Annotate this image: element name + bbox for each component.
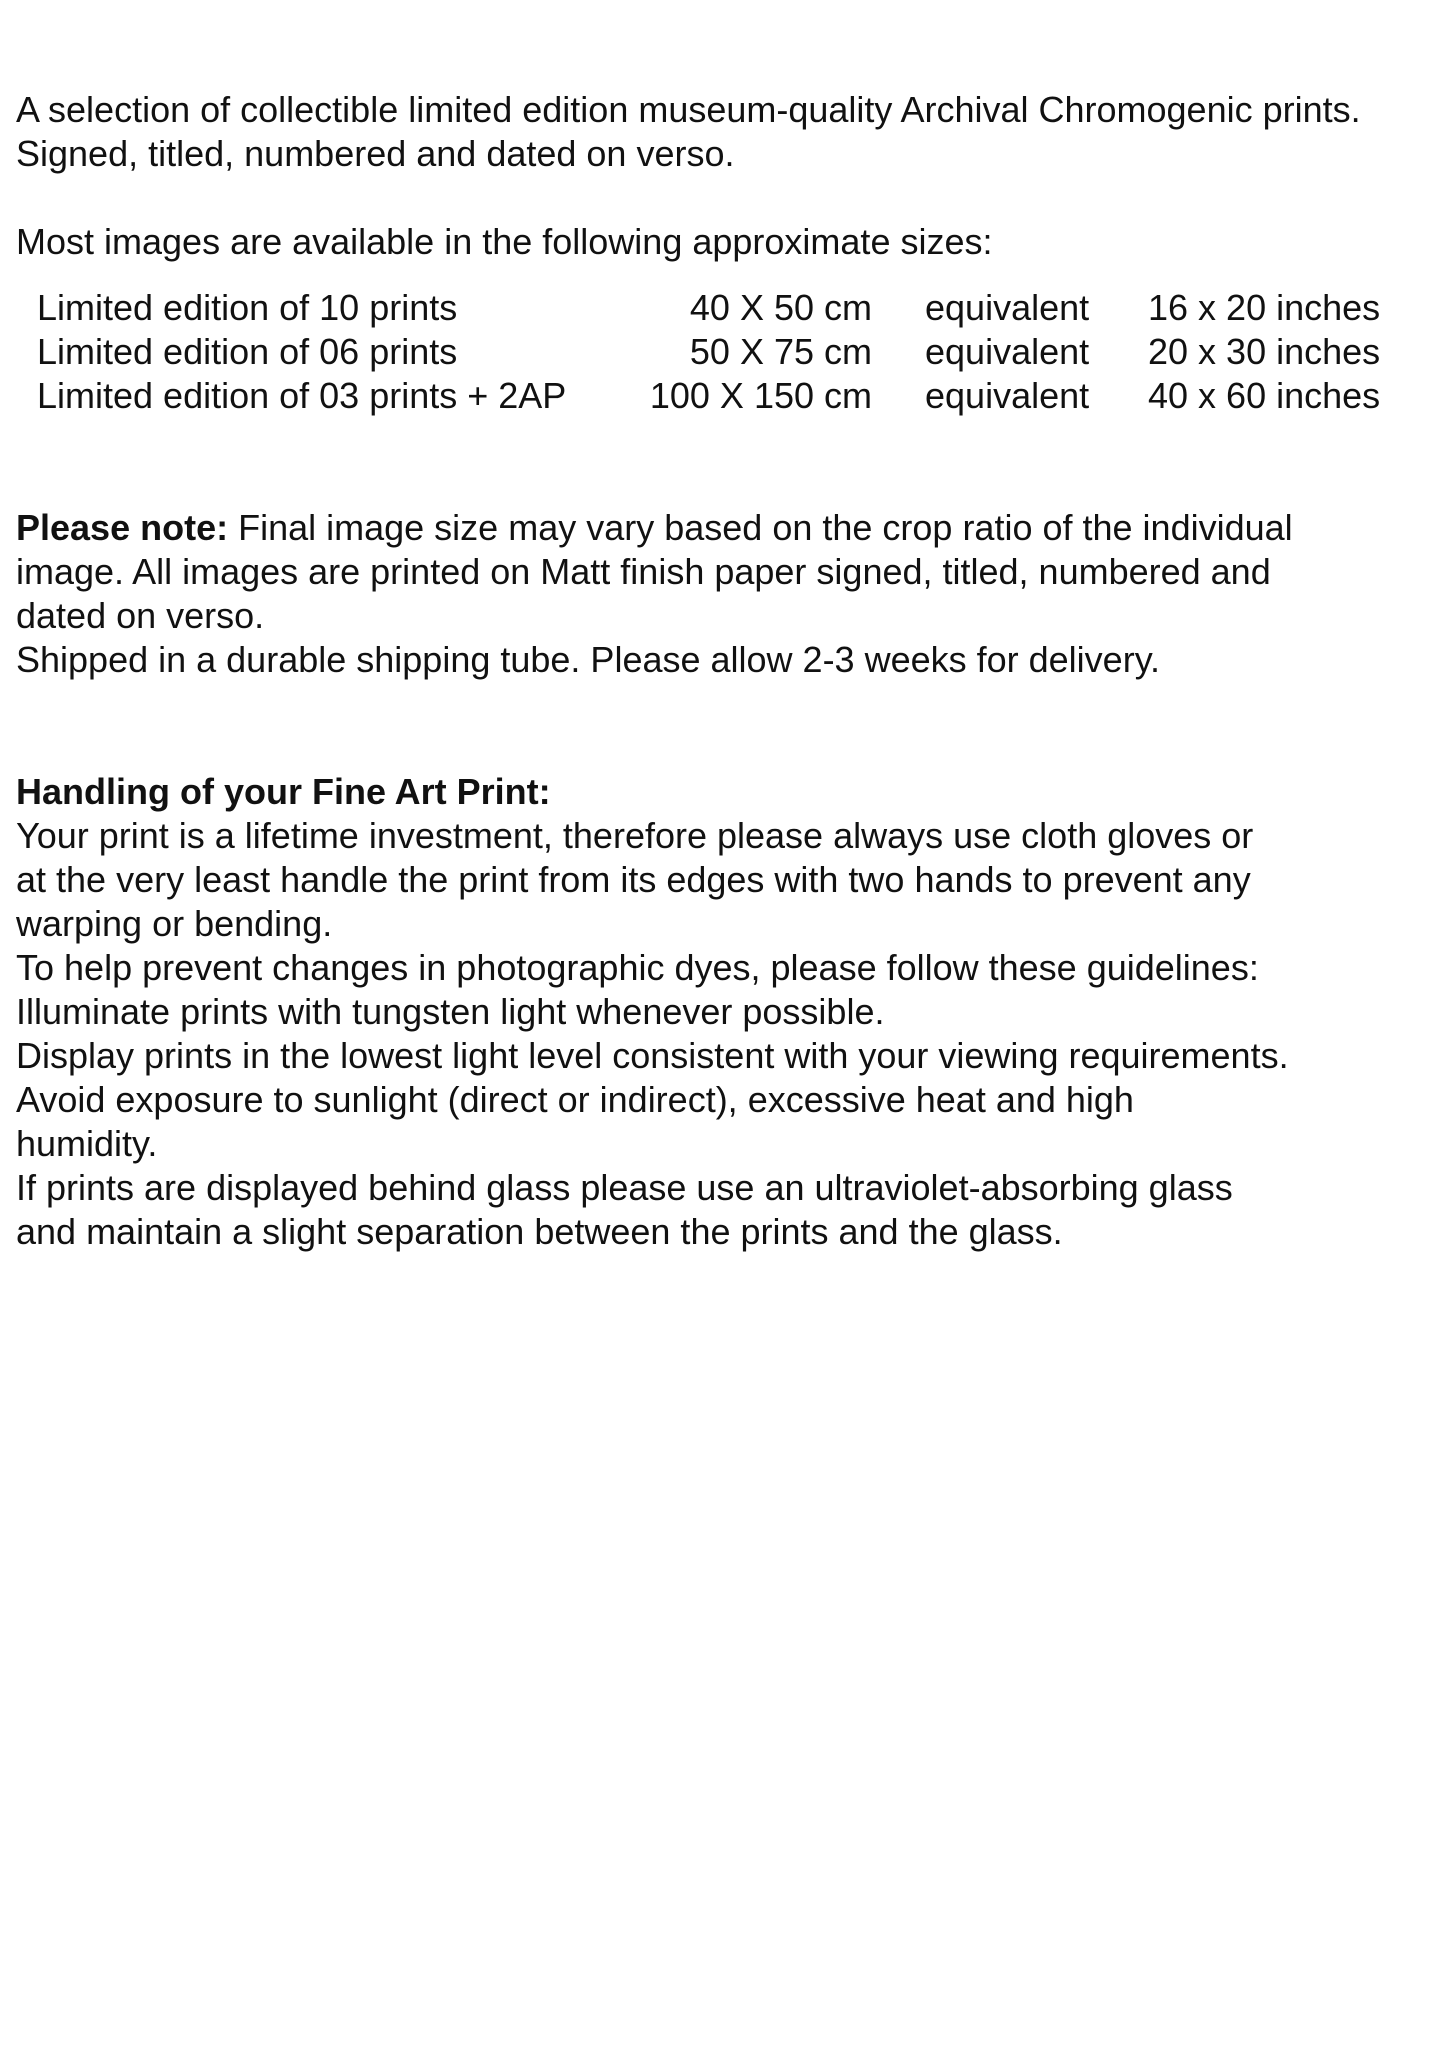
inch-size-cell: 40 x 60 inches xyxy=(1148,375,1381,416)
cm-size-cell: 50 X 75 cm xyxy=(689,331,872,372)
cm-size-cell: 100 X 150 cm xyxy=(649,375,872,416)
handling-line: and maintain a slight separation between the prints and the glass. xyxy=(16,1211,1063,1252)
note-line: image. All images are printed on Matt finish paper signed, titled, numbered and xyxy=(16,551,1271,592)
handling-line: Display prints in the lowest light level consistent with your viewing requirements. xyxy=(16,1035,1289,1076)
handling-line: humidity. xyxy=(16,1123,158,1164)
table-row xyxy=(37,330,1388,374)
edition-cell: Limited edition of 10 prints xyxy=(37,287,458,328)
sizes-table xyxy=(37,286,1388,418)
edition-cell: Limited edition of 06 prints xyxy=(37,331,458,372)
handling-line: If prints are displayed behind glass please use an ultraviolet-absorbing glass xyxy=(16,1167,1233,1208)
handling-line: warping or bending. xyxy=(16,903,333,944)
handling-line: Illuminate prints with tungsten light whenever possible. xyxy=(16,991,885,1032)
cm-size-cell: 40 X 50 cm xyxy=(689,287,872,328)
note-line xyxy=(16,506,1431,550)
handling-heading-text: Handling of your Fine Art Print: xyxy=(16,771,551,812)
intro-line: Signed, titled, numbered and dated on verso. xyxy=(16,133,735,174)
shipping-line: Shipped in a durable shipping tube. Please allow 2-3 weeks for delivery. xyxy=(16,639,1161,680)
intro-paragraph xyxy=(16,88,1431,176)
handling-line: To help prevent changes in photographic dyes, please follow these guidelines: xyxy=(16,947,1259,988)
table-row xyxy=(37,374,1388,418)
handling-line: at the very least handle the print from its edges with two hands to prevent any xyxy=(16,859,1251,900)
document-page xyxy=(16,88,1431,1254)
sizes-lead xyxy=(16,220,1431,264)
intro-line: A selection of collectible limited edition museum-quality Archival Chromogenic prints. xyxy=(16,89,1361,130)
edition-cell: Limited edition of 03 prints + 2AP xyxy=(37,375,567,416)
note-label: Please note: xyxy=(16,507,229,548)
handling-section xyxy=(16,770,1431,1254)
note-text: Final image size may vary based on the crop ratio of the individual xyxy=(228,507,1293,548)
note-line: dated on verso. xyxy=(16,595,265,636)
handling-line: Avoid exposure to sunlight (direct or indirect), excessive heat and high xyxy=(16,1079,1134,1120)
handling-heading xyxy=(16,770,1431,814)
handling-line: Your print is a lifetime investment, therefore please always use cloth gloves or xyxy=(16,815,1254,856)
inch-size-cell: 16 x 20 inches xyxy=(1148,287,1381,328)
equivalent-cell: equivalent xyxy=(925,331,1090,372)
note-paragraph xyxy=(16,506,1431,682)
sizes-lead-text: Most images are available in the following approximate sizes: xyxy=(16,221,993,262)
equivalent-cell: equivalent xyxy=(925,287,1090,328)
equivalent-cell: equivalent xyxy=(925,375,1090,416)
inch-size-cell: 20 x 30 inches xyxy=(1148,331,1381,372)
table-row xyxy=(37,286,1388,330)
